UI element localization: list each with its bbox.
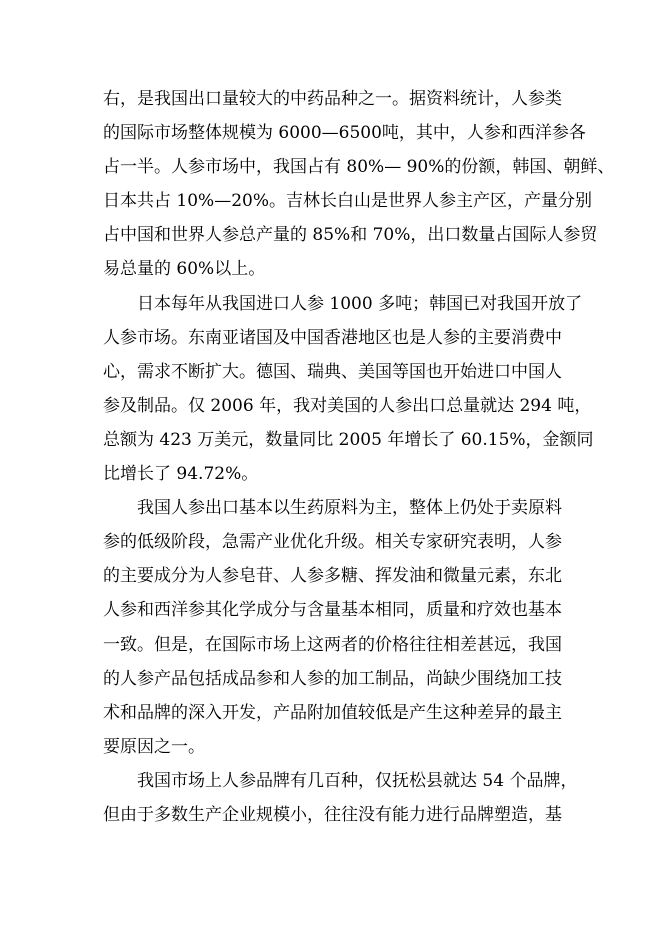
text-line: 参的低级阶段，急需产业优化升级。相关专家研究表明，人参 bbox=[103, 532, 562, 553]
text-line: 参及制品。仅 2006 年，我对美国的人参出口总量就达 294 吨， bbox=[103, 395, 592, 416]
paragraph-market-scale bbox=[103, 82, 615, 287]
paragraph-import-demand bbox=[103, 287, 594, 492]
text-line: 总额为 423 万美元，数量同比 2005 年增长了 60.15%，金额同 bbox=[103, 429, 594, 450]
paragraph-brands bbox=[103, 764, 578, 832]
text-line: 我国人参出口基本以生药原料为主，整体上仍处于卖原料 bbox=[137, 498, 562, 519]
text-line: 日本共占 10%—20%。吉林长白山是世界人参主产区，产量分别 bbox=[103, 191, 592, 212]
text-line: 心，需求不断扩大。德国、瑞典、美国等国也开始进口中国人 bbox=[103, 361, 562, 382]
body-text bbox=[103, 82, 615, 832]
text-line: 日本每年从我国进口人参 1000 多吨；韩国已对我国开放了 bbox=[137, 293, 583, 314]
text-line: 的主要成分为人参皂苷、人参多糖、挥发油和微量元素，东北 bbox=[103, 566, 562, 587]
text-line: 人参和西洋参其化学成分与含量基本相同，质量和疗效也基本 bbox=[103, 600, 562, 621]
text-line: 我国市场上人参品牌有几百种，仅抚松县就达 54 个品牌， bbox=[137, 770, 578, 791]
text-line: 比增长了 94.72%。 bbox=[103, 464, 259, 485]
text-line: 人参市场。东南亚诸国及中国香港地区也是人参的主要消费中 bbox=[103, 327, 562, 348]
text-line: 要原因之一。 bbox=[103, 736, 205, 757]
text-line: 术和品牌的深入开发，产品附加值较低是产生这种差异的最主 bbox=[103, 702, 562, 723]
text-line: 的人参产品包括成品参和人参的加工制品，尚缺少围绕加工技 bbox=[103, 668, 562, 689]
text-line: 一致。但是，在国际市场上这两者的价格往往相差甚远，我国 bbox=[103, 634, 562, 655]
text-line: 占一半。人参市场中，我国占有 80%— 90%的份额，韩国、朝鲜、 bbox=[103, 157, 615, 178]
text-line: 的国际市场整体规模为 6000—6500吨，其中，人参和西洋参各 bbox=[103, 123, 586, 144]
text-line: 但由于多数生产企业规模小，往往没有能力进行品牌塑造，基 bbox=[103, 804, 562, 825]
text-line: 右，是我国出口量较大的中药品种之一。据资料统计，人参类 bbox=[103, 89, 562, 109]
paragraph-raw-material-export bbox=[103, 491, 573, 764]
text-line: 易总量的 60%以上。 bbox=[103, 259, 266, 280]
text-line: 占中国和世界人参总产量的 85%和 70%，出口数量占国际人参贸 bbox=[103, 225, 598, 246]
